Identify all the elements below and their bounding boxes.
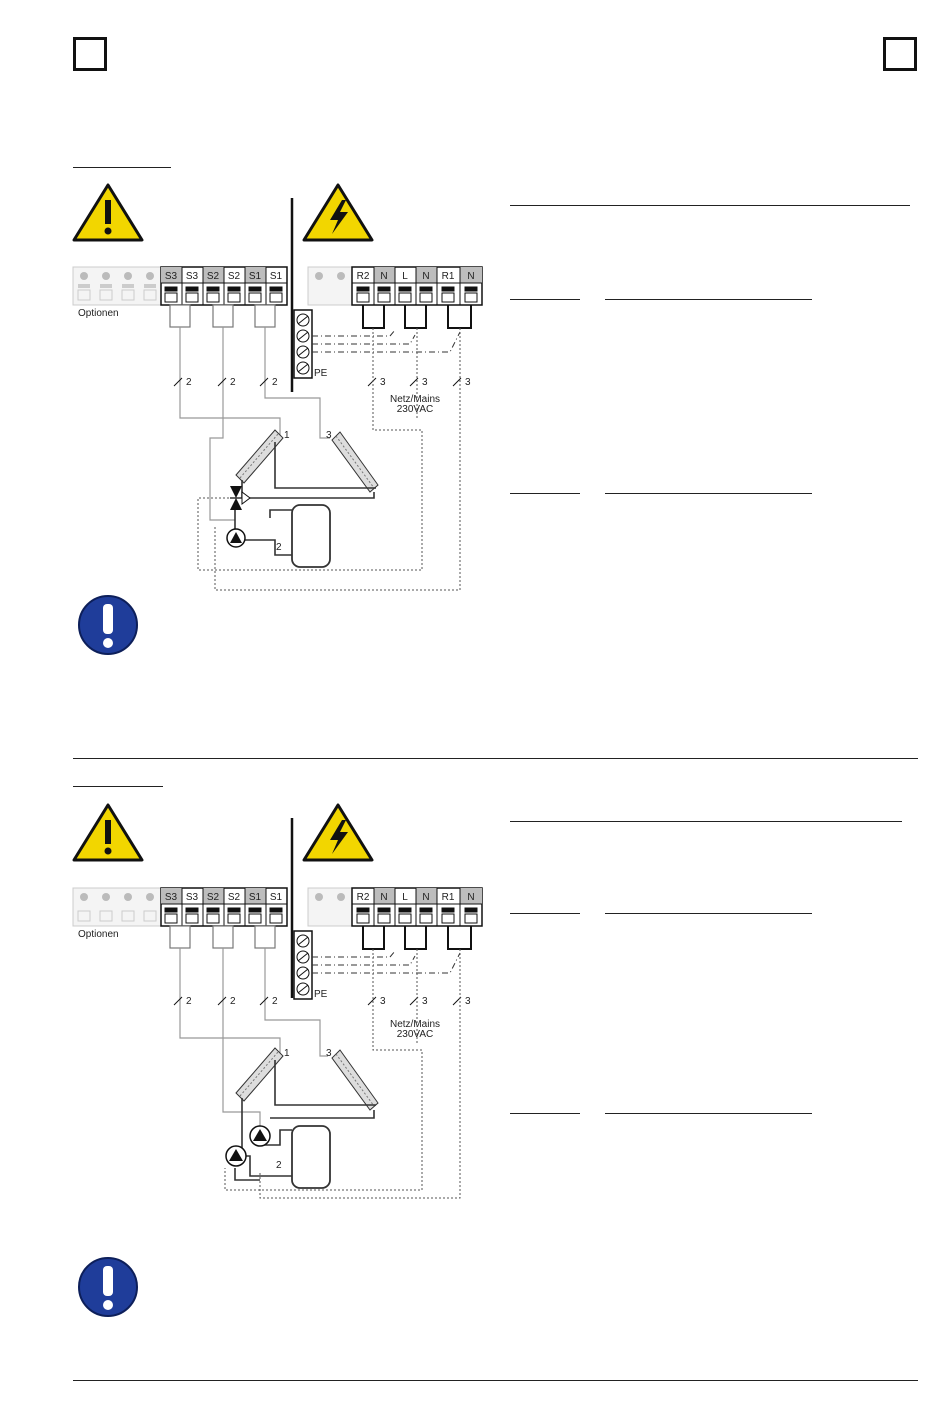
wiring-diagram-1 (70, 180, 490, 600)
section-separator (73, 758, 918, 759)
terminal-label: S2 (206, 892, 220, 903)
wiring-diagram-2 (70, 800, 490, 1220)
terminal-label: L (402, 892, 408, 903)
pump-icon (250, 1126, 270, 1146)
wire-count: 3 (465, 377, 471, 388)
relay-terminal-block (352, 267, 482, 305)
storage-tank (292, 505, 330, 567)
solar-collector-1 (236, 430, 283, 483)
section-1-item-rule-a (510, 299, 580, 300)
sensor-label: 3 (326, 1048, 332, 1059)
terminal-label: R1 (441, 892, 455, 903)
option-terminals (73, 888, 161, 926)
pe-label: PE (314, 368, 328, 379)
terminal-label: N (422, 892, 430, 903)
solar-collector-2 (332, 432, 378, 492)
wire-count: 2 (272, 377, 278, 388)
terminal-label: S2 (227, 892, 241, 903)
terminal-label: S2 (206, 271, 220, 282)
terminal-label: N (380, 892, 388, 903)
terminal-label: S3 (185, 271, 199, 282)
section-2-title-rule (510, 821, 902, 822)
section-2-heading-rule (73, 786, 163, 787)
sensor-label: 2 (276, 542, 282, 553)
terminal-label: N (467, 892, 475, 903)
section-1-item-rule-b (605, 299, 812, 300)
section-2-item-rule-c (510, 1113, 580, 1114)
sensor-label: 1 (284, 1048, 290, 1059)
option-terminals (73, 267, 161, 305)
section-2-item-rule-b (605, 913, 812, 914)
sensor-label: 1 (284, 430, 290, 441)
wire-count: 3 (465, 996, 471, 1007)
high-voltage-icon (304, 805, 372, 860)
pump-icon (227, 529, 245, 547)
terminal-label: S1 (248, 271, 262, 282)
terminal-label: R1 (441, 271, 455, 282)
pe-terminal-block (294, 931, 312, 999)
sensor-label: 2 (276, 1160, 282, 1171)
terminal-label: R2 (356, 892, 370, 903)
wire-count: 3 (422, 996, 428, 1007)
terminal-label: N (380, 271, 388, 282)
terminal-label: S3 (164, 892, 178, 903)
terminal-label: R2 (356, 271, 370, 282)
corner-box-right (883, 37, 917, 71)
wire-count: 3 (380, 377, 386, 388)
corner-box-left (73, 37, 107, 71)
options-label: Optionen (78, 929, 119, 940)
mains-voltage-label: 230VAC (396, 404, 434, 415)
terminal-label: S3 (164, 271, 178, 282)
terminal-label: S2 (227, 271, 241, 282)
section-2-item-rule-a (510, 913, 580, 914)
wire-count: 2 (230, 377, 236, 388)
pe-label: PE (314, 989, 328, 1000)
mains-voltage-label: 230VAC (396, 1029, 434, 1040)
section-2-item-rule-d (605, 1113, 812, 1114)
section-1-heading-rule (73, 167, 171, 168)
wire-count: 2 (186, 996, 192, 1007)
pump-icon (226, 1146, 246, 1166)
terminal-label: S1 (269, 271, 283, 282)
warning-triangle-icon (74, 185, 142, 240)
sensor-terminal-block (161, 888, 287, 926)
terminal-label: N (467, 271, 475, 282)
info-exclamation-icon (77, 1256, 139, 1318)
wire-count: 2 (186, 377, 192, 388)
section-1-title-rule (510, 205, 910, 206)
terminal-label: S1 (269, 892, 283, 903)
terminal-label: L (402, 271, 408, 282)
mains-label: Netz/Mains (389, 1019, 441, 1030)
sensor-label: 3 (326, 430, 332, 441)
storage-tank (292, 1126, 330, 1188)
wire-count: 3 (380, 996, 386, 1007)
wire-count: 2 (272, 996, 278, 1007)
mains-label: Netz/Mains (389, 394, 441, 405)
wire-count: 3 (422, 377, 428, 388)
sensor-terminal-block (161, 267, 287, 305)
terminal-label: S1 (248, 892, 262, 903)
relay-terminal-block (352, 888, 482, 926)
pe-terminal-block (294, 310, 312, 378)
warning-triangle-icon (74, 805, 142, 860)
wire-count: 2 (230, 996, 236, 1007)
footer-rule (73, 1380, 918, 1381)
options-label: Optionen (78, 308, 119, 319)
high-voltage-icon (304, 185, 372, 240)
terminal-label: S3 (185, 892, 199, 903)
terminal-label: N (422, 271, 430, 282)
section-1-item-rule-d (605, 493, 812, 494)
solar-collector-1 (236, 1048, 283, 1101)
solar-collector-2 (332, 1050, 378, 1110)
info-exclamation-icon (77, 594, 139, 656)
section-1-item-rule-c (510, 493, 580, 494)
